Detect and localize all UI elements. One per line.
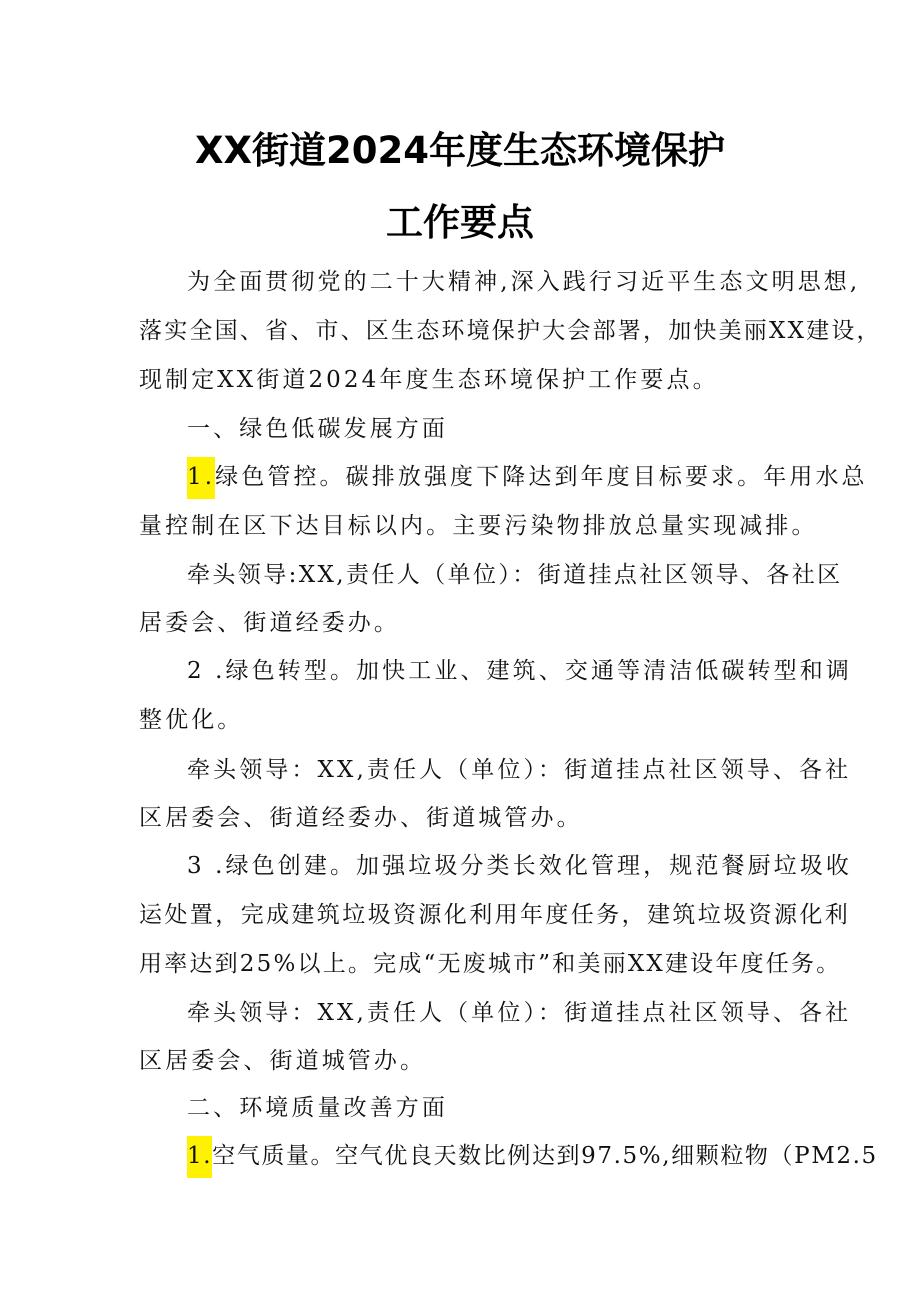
paragraph-line: 运处置，完成建筑垃圾资源化利用年度任务，建筑垃圾资源化利 bbox=[139, 902, 851, 928]
paragraph-line: 整优化。 bbox=[139, 707, 244, 733]
responsibility-line: 牵头领导:XX,责任人（单位）：街道挂点社区领导、各社区 bbox=[187, 562, 843, 588]
document-title-line-1: XX街道2024年度生态环境保护 bbox=[194, 129, 726, 172]
responsibility-line: 牵头领导：XX,责任人（单位）：街道挂点社区领导、各社 bbox=[187, 757, 852, 783]
highlighted-item-number: 1. bbox=[187, 457, 215, 499]
paragraph-line: 区居委会、街道经委办、街道城管办。 bbox=[139, 805, 583, 831]
paragraph-line: 区居委会、街道城管办。 bbox=[139, 1048, 427, 1074]
responsibility-line: 牵头领导：XX,责任人（单位）：街道挂点社区领导、各社 bbox=[187, 1000, 852, 1026]
paragraph-line: 为全面贯彻党的二十大精神,深入践行习近平生态文明思想, bbox=[187, 269, 861, 295]
list-item-text: 绿色管控。碳排放强度下降达到年度目标要求。年用水总 bbox=[215, 464, 868, 490]
section-heading: 二、环境质量改善方面 bbox=[187, 1095, 448, 1121]
list-item-line bbox=[187, 1141, 878, 1171]
paragraph-line: 量控制在区下达目标以内。主要污染物排放总量实现减排。 bbox=[139, 513, 818, 539]
paragraph-line: 现制定XX街道2024年度生态环境保护工作要点。 bbox=[139, 367, 719, 393]
paragraph-line: 用率达到25%以上。完成“无废城市”和美丽XX建设年度任务。 bbox=[139, 951, 842, 977]
paragraph-line: 居委会、街道经委办。 bbox=[139, 610, 400, 636]
list-item-line: 3 .绿色创建。加强垃圾分类长效化管理，规范餐厨垃圾收 bbox=[187, 853, 852, 879]
list-item-line: 2 .绿色转型。加快工业、建筑、交通等清洁低碳转型和调 bbox=[187, 658, 852, 684]
document-title-line-2: 工作要点 bbox=[386, 201, 534, 244]
highlighted-item-number: 1. bbox=[187, 1136, 212, 1178]
paragraph-line: 落实全国、省、市、区生态环境保护大会部署，加快美丽XX建设， bbox=[139, 318, 882, 344]
list-item-line bbox=[187, 462, 868, 492]
section-heading: 一、绿色低碳发展方面 bbox=[187, 416, 448, 442]
list-item-text: 空气质量。空气优良天数比例达到97.5%,细颗粒物（PM2.5 bbox=[212, 1143, 878, 1169]
